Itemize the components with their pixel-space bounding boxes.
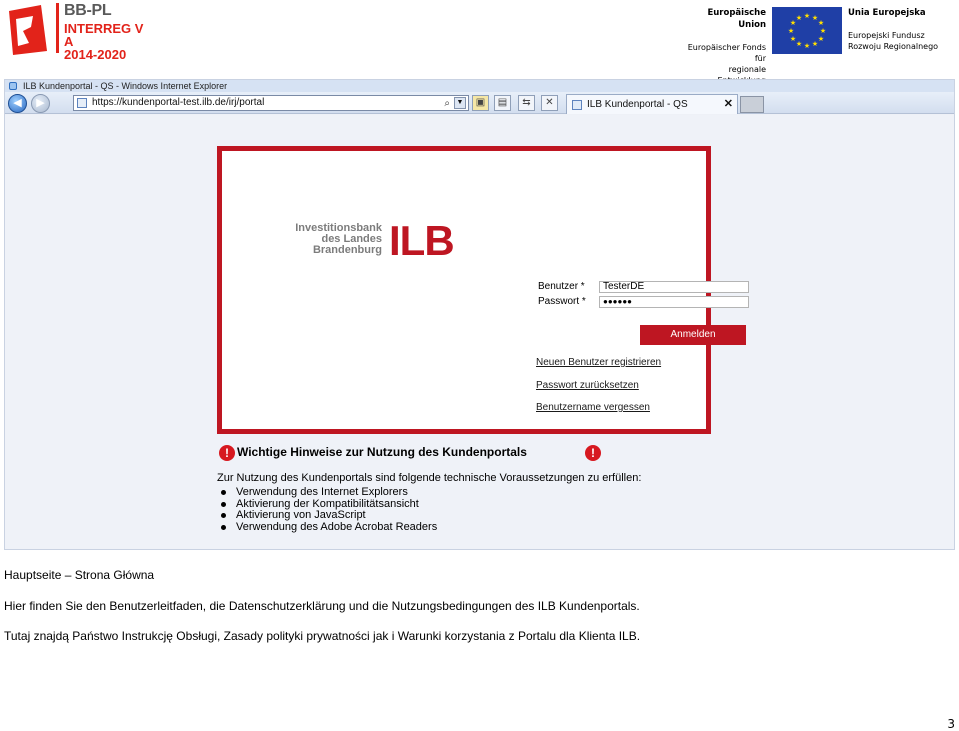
program-title-bar <box>56 3 59 53</box>
svg-text:★: ★ <box>789 19 797 27</box>
svg-text:★: ★ <box>795 40 803 48</box>
register-link[interactable]: Neuen Benutzer registrieren <box>536 357 662 368</box>
svg-text:★: ★ <box>803 42 811 50</box>
browser-screenshot <box>4 79 955 550</box>
eu-label-pl <box>848 7 958 52</box>
program-line-3: 2014-2020 <box>64 47 127 62</box>
lock-icon[interactable]: ▣ <box>472 95 489 111</box>
program-title <box>64 2 154 61</box>
back-button[interactable]: ◀ <box>8 94 27 113</box>
description-de: Hier finden Sie den Benutzerleitfaden, die Datenschutzerklärung und die Nutzungsbedingungen des ILB Kundenportals. <box>4 599 640 613</box>
tab-title: ILB Kundenportal - QS <box>587 99 688 110</box>
ie-icon <box>9 82 17 90</box>
bank-name-line-3: Brandenburg <box>312 244 382 256</box>
svg-text:★: ★ <box>789 35 797 43</box>
ilb-logo: ILB <box>389 217 454 264</box>
address-url: https://kundenportal-test.ilb.de/irj/portal <box>92 97 265 108</box>
eu-pl-sub-2: Rozwoju Regionalnego <box>848 42 939 51</box>
page-content <box>5 115 954 550</box>
notices-title: Wichtige Hinweise zur Nutzung des Kundenportals <box>237 445 527 459</box>
browser-toolbar <box>5 92 954 114</box>
browser-title-bar <box>5 80 954 92</box>
eu-de-sub-1: Europäischer Fonds für <box>687 43 766 63</box>
tab-close-icon[interactable]: ✕ <box>723 98 733 110</box>
svg-text:★: ★ <box>811 14 819 22</box>
username-input[interactable]: TesterDE <box>599 281 749 293</box>
tab-favicon <box>572 100 582 110</box>
search-icon[interactable]: ⌕ <box>444 98 450 109</box>
program-line-2: INTERREG V A <box>64 21 144 49</box>
eu-de-sub-2: regionale <box>728 65 766 74</box>
new-tab-button[interactable] <box>740 96 764 113</box>
warning-icon: ! <box>219 445 235 461</box>
description-pl: Tutaj znajdą Państwo Instrukcję Obsługi, Zasady polityki prywatności jak i Warunki korzystania z Portalu dla Klienta ILB. <box>4 629 641 643</box>
svg-text:★: ★ <box>817 19 825 27</box>
svg-text:★: ★ <box>819 27 827 35</box>
eu-de-title: Europäische Union <box>707 8 766 30</box>
password-input[interactable]: ●●●●●● <box>599 296 749 308</box>
eu-flag-icon <box>772 7 842 54</box>
svg-text:★: ★ <box>817 35 825 43</box>
program-logo-icon <box>7 5 49 55</box>
stop-icon[interactable]: ✕ <box>541 95 558 111</box>
password-label: Passwort * <box>538 296 586 307</box>
program-line-1: BB-PL <box>64 2 112 19</box>
bank-name-line-1: Investitionsbank <box>295 222 382 234</box>
svg-text:★: ★ <box>795 14 803 22</box>
username-label: Benutzer * <box>538 281 585 292</box>
page-number: 3 <box>947 717 955 731</box>
tab-kundenportal[interactable] <box>566 94 738 114</box>
warning-icon: ! <box>585 445 601 461</box>
bank-name-line-2: des Landes <box>321 233 382 245</box>
notice-item: Verwendung des Internet Explorers <box>236 486 408 498</box>
svg-text:★: ★ <box>787 27 795 35</box>
reset-password-link[interactable]: Passwort zurücksetzen <box>536 380 639 391</box>
login-panel <box>217 146 716 434</box>
notice-item: Aktivierung der Kompatibilitätsansicht <box>236 498 419 510</box>
notices-intro: Zur Nutzung des Kundenportals sind folgende technische Voraussetzungen zu erfüllen: <box>217 472 642 484</box>
bank-name <box>284 223 382 256</box>
notice-item: Verwendung des Adobe Acrobat Readers <box>236 521 438 533</box>
svg-text:★: ★ <box>811 40 819 48</box>
compat-view-icon[interactable]: ▤ <box>494 95 511 111</box>
svg-text:★: ★ <box>803 12 811 20</box>
refresh-icon[interactable]: ⇆ <box>518 95 535 111</box>
section-heading: Hauptseite – Strona Główna <box>4 568 155 582</box>
eu-pl-sub-1: Europejski Fundusz <box>848 31 925 40</box>
eu-label-de <box>684 7 766 86</box>
notice-item: Aktivierung von JavaScript <box>236 509 366 521</box>
eu-pl-title: Unia Europejska <box>848 8 926 18</box>
forward-button[interactable]: ▶ <box>31 94 50 113</box>
browser-window-title: ILB Kundenportal - QS - Windows Internet Explorer <box>23 81 228 91</box>
forgot-username-link[interactable]: Benutzername vergessen <box>536 402 650 413</box>
login-button[interactable]: Anmelden <box>640 325 746 345</box>
page-favicon <box>77 98 87 108</box>
address-dropdown-icon[interactable]: ▼ <box>454 97 466 109</box>
address-bar[interactable] <box>73 95 469 111</box>
